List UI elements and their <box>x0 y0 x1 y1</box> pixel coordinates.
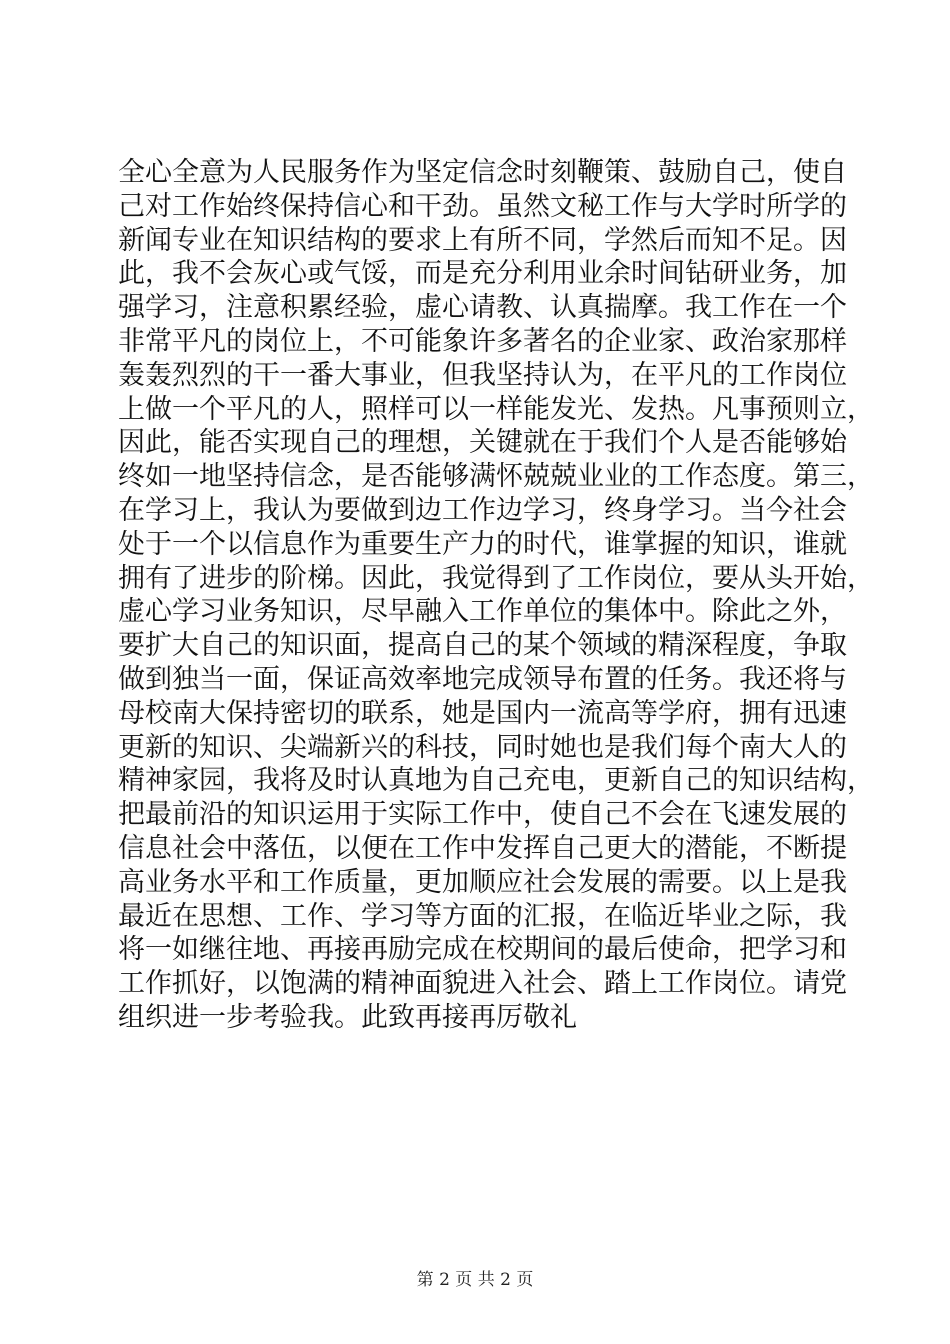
text-line: 工作抓好，以饱满的精神面貌进入社会、踏上工作岗位。请党 <box>118 968 847 1000</box>
page-number-footer: 第 2 页 共 2 页 <box>416 1270 534 1290</box>
text-line: 此，我不会灰心或气馁，而是充分利用业余时间钻研业务，加 <box>118 258 847 290</box>
text-line: 高业务水平和工作质量，更加顺应社会发展的需要。以上是我 <box>118 866 847 898</box>
text-line: 终如一地坚持信念，是否能够满怀兢兢业业的工作态度。第三， <box>118 461 874 493</box>
text-line: 要扩大自己的知识面，提高自己的某个领域的精深程度，争取 <box>118 630 847 662</box>
text-line: 母校南大保持密切的联系，她是国内一流高等学府，拥有迅速 <box>118 697 847 729</box>
text-line: 上做一个平凡的人，照样可以一样能发光、发热。凡事预则立， <box>118 393 874 425</box>
text-line: 拥有了进步的阶梯。因此，我觉得到了工作岗位，要从头开始， <box>118 562 874 594</box>
text-line: 非常平凡的岗位上，不可能象许多著名的企业家、政治家那样 <box>118 325 847 357</box>
text-line: 虚心学习业务知识，尽早融入工作单位的集体中。除此之外， <box>118 596 847 628</box>
text-line: 组织进一步考验我。此致再接再厉敬礼 <box>118 1001 577 1033</box>
text-line: 更新的知识、尖端新兴的科技，同时她也是我们每个南大人的 <box>118 731 847 763</box>
text-line: 因此，能否实现自己的理想，关键就在于我们个人是否能够始 <box>118 427 847 459</box>
text-line: 信息社会中落伍，以便在工作中发挥自己更大的潜能，不断提 <box>118 832 847 864</box>
text-line: 精神家园，我将及时认真地为自己充电，更新自己的知识结构， <box>118 765 874 797</box>
text-line: 最近在思想、工作、学习等方面的汇报，在临近毕业之际，我 <box>118 900 847 932</box>
text-line: 做到独当一面，保证高效率地完成领导布置的任务。我还将与 <box>118 663 847 695</box>
text-line: 在学习上，我认为要做到边工作边学习，终身学习。当今社会 <box>118 494 847 526</box>
text-line: 将一如继往地、再接再励完成在校期间的最后使命，把学习和 <box>118 934 847 966</box>
text-line: 处于一个以信息作为重要生产力的时代，谁掌握的知识，谁就 <box>118 528 847 560</box>
body-text <box>118 156 874 1035</box>
text-line: 强学习，注意积累经验，虚心请教、认真揣摩。我工作在一个 <box>118 292 847 324</box>
text-line: 轰轰烈烈的干一番大事业，但我坚持认为，在平凡的工作岗位 <box>118 359 847 391</box>
text-line: 把最前沿的知识运用于实际工作中，使自己不会在飞速发展的 <box>118 799 847 831</box>
text-line: 新闻专业在知识结构的要求上有所不同，学然后而知不足。因 <box>118 224 847 256</box>
text-line: 全心全意为人民服务作为坚定信念时刻鞭策、鼓励自己，使自 <box>118 157 847 188</box>
text-line: 己对工作始终保持信心和干劲。虽然文秘工作与大学时所学的 <box>118 190 847 222</box>
